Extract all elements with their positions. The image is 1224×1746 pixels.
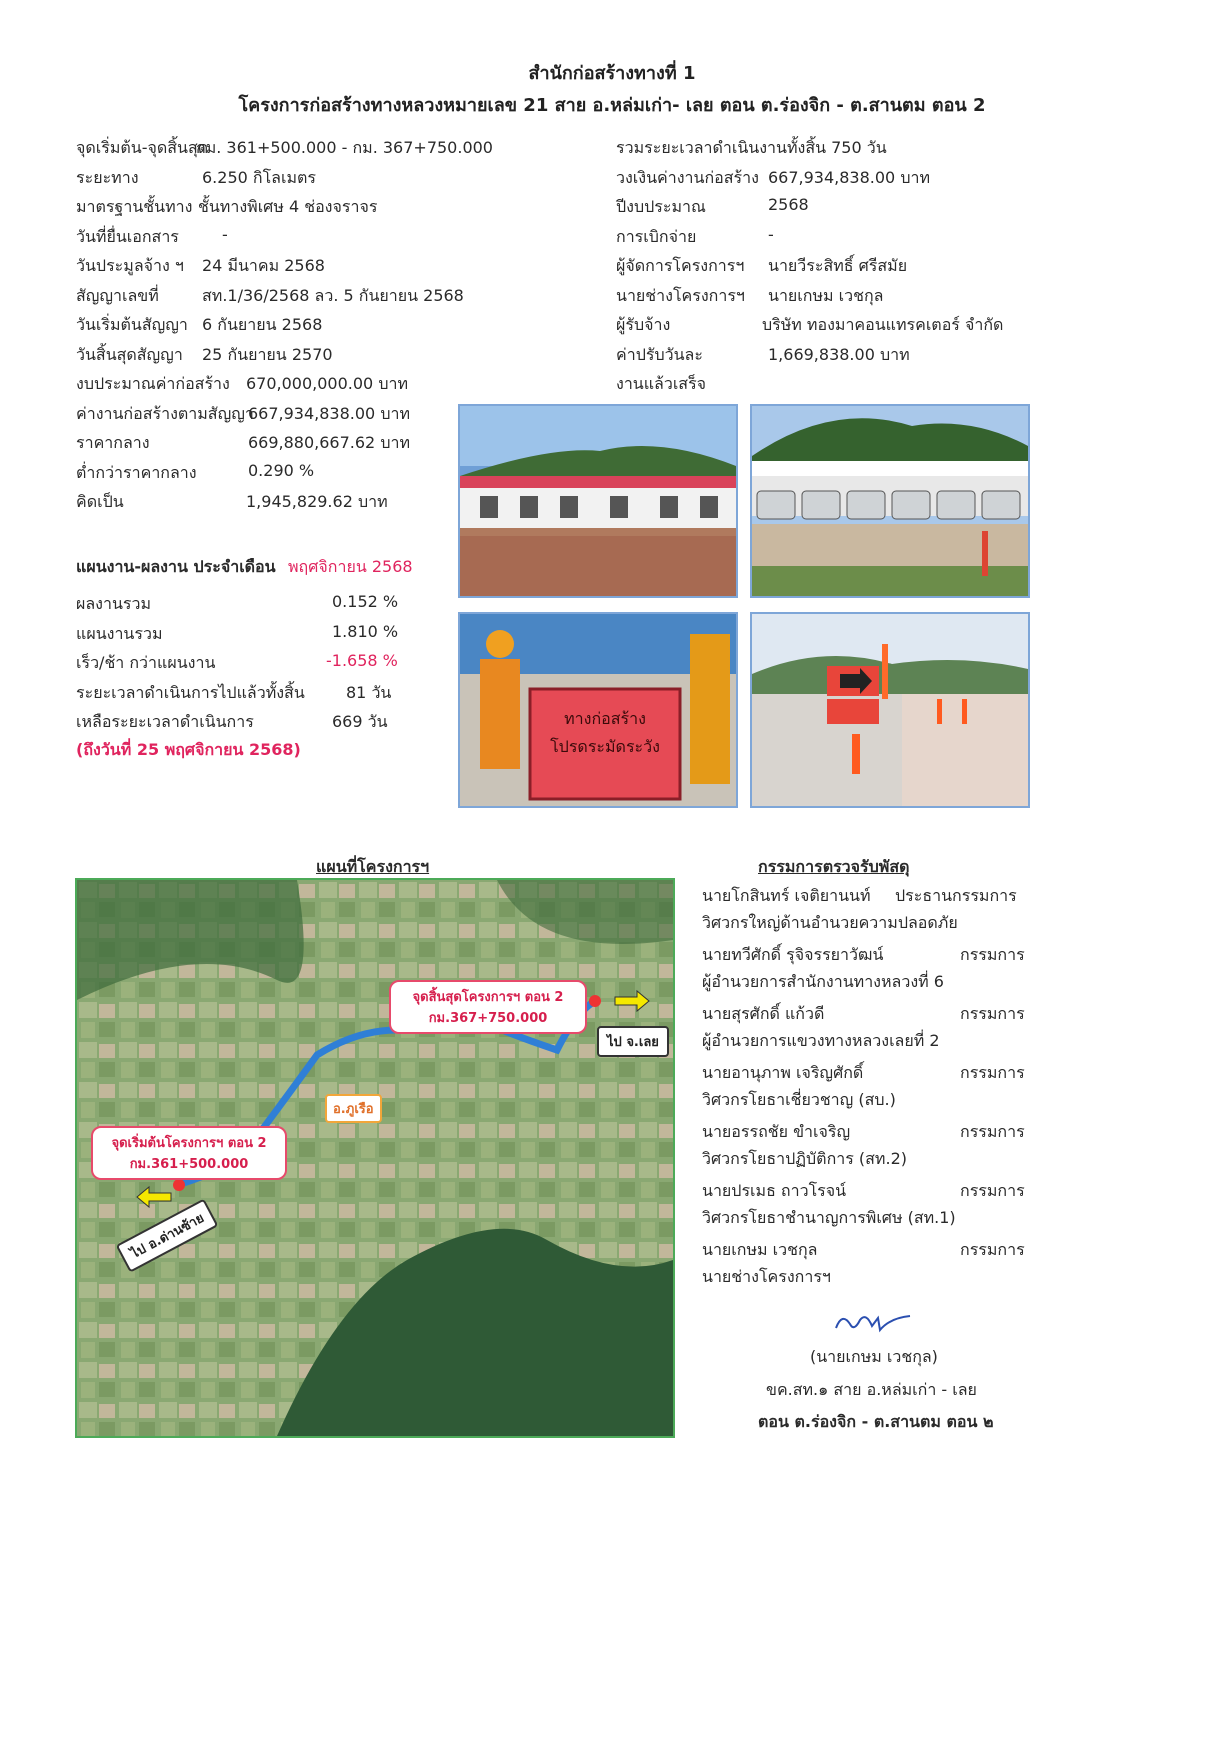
- committee-member-role: กรรมการ: [960, 1063, 1025, 1082]
- signature-line2: ตอน ต.ร่องจิก - ต.สานตม ตอน ๒: [758, 1412, 994, 1431]
- photo-site-office: [458, 404, 738, 598]
- town-label: อ.ภูเรือ: [325, 1094, 382, 1123]
- plan-as-of: (ถึงวันที่ 25 พฤศจิกายน 2568): [76, 740, 301, 759]
- info-label: จุดเริ่มต้น-จุดสิ้นสุด: [76, 138, 209, 157]
- plan-row-value: 0.152 %: [332, 592, 399, 611]
- info-value: -: [768, 224, 774, 244]
- info-value: 6 กันยายน 2568: [202, 315, 323, 334]
- info-label: ค่างานก่อสร้างตามสัญญา: [76, 403, 254, 423]
- committee-member-position: วิศวกรใหญ่ด้านอำนวยความปลอดภัย: [702, 913, 958, 932]
- to-loei-label: ไป จ.เลย: [597, 1026, 669, 1057]
- info-label: มาตรฐานชั้นทาง: [76, 197, 193, 216]
- signature-line1: ขค.สท.๑ สาย อ.หล่มเก่า - เลย: [766, 1380, 977, 1399]
- info-value: 667,934,838.00 บาท: [248, 403, 411, 423]
- project-title: โครงการก่อสร้างทางหลวงหมายเลข 21 สาย อ.หล่มเก่า- เลย ตอน ต.ร่องจิก - ต.สานตม ตอน 2: [238, 95, 986, 116]
- to-dansai-label: ไป อ.ด่านซ้าย: [116, 1198, 219, 1273]
- info-value: -: [222, 224, 228, 244]
- committee-member-position: วิศวกรโยธาเชี่ยวชาญ (สบ.): [702, 1090, 896, 1109]
- photo-vehicles: [750, 404, 1030, 598]
- plan-row-label: แผนงานรวม: [76, 623, 163, 643]
- info-value: กม. 361+500.000 - กม. 367+750.000: [196, 138, 493, 157]
- plan-row-value: 1.810 %: [332, 621, 399, 641]
- info-label: ระยะทาง: [76, 167, 139, 187]
- signature-mark: [828, 1308, 918, 1338]
- sign-line-1: ทางก่อสร้าง: [564, 709, 646, 728]
- committee-member-role: กรรมการ: [960, 1122, 1025, 1141]
- info-label: ค่าปรับวันละ: [616, 344, 703, 364]
- info-label: ผู้รับจ้าง: [616, 315, 671, 334]
- plan-row-label: ระยะเวลาดำเนินการไปแล้วทั้งสิ้น: [76, 682, 305, 702]
- info-value: 1,669,838.00 บาท: [768, 344, 910, 364]
- photo-workers-sign: [458, 612, 738, 808]
- committee-member-position: วิศวกรโยธาปฏิบัติการ (สท.2): [702, 1149, 907, 1168]
- committee-member-role: กรรมการ: [960, 1181, 1025, 1200]
- info-label: ต่ำกว่าราคากลาง: [76, 462, 197, 482]
- committee-member-position: นายช่างโครงการฯ: [702, 1267, 831, 1286]
- info-label: วันสิ้นสุดสัญญา: [76, 344, 183, 364]
- info-value: 24 มีนาคม 2568: [202, 256, 325, 275]
- info-label: วันที่ยื่นเอกสาร: [76, 226, 179, 246]
- committee-member-position: วิศวกรโยธาชำนาญการพิเศษ (สท.1): [702, 1208, 956, 1227]
- committee-member-name: นายทวีศักดิ์ รุจิจรรยาวัฒน์: [702, 945, 884, 964]
- plan-row-label: ผลงานรวม: [76, 594, 152, 613]
- info-value: 1,945,829.62 บาท: [246, 492, 388, 511]
- info-label: สัญญาเลขที่: [76, 285, 159, 305]
- plan-row-label: เร็ว/ช้า กว่าแผนงาน: [76, 653, 216, 672]
- committee-member-role: กรรมการ: [960, 1004, 1025, 1023]
- plan-row-label: เหลือระยะเวลาดำเนินการ: [76, 712, 254, 731]
- end-callout-line2: กม.367+750.000: [428, 1011, 548, 1026]
- info-value: 25 กันยายน 2570: [202, 344, 333, 364]
- info-label: ราคากลาง: [76, 433, 150, 452]
- committee-member-name: นายโกสินทร์ เจติยานนท์: [702, 886, 871, 905]
- info-value: สท.1/36/2568 ลว. 5 กันยายน 2568: [202, 285, 464, 305]
- sign-line-2: โปรดระมัดระวัง: [550, 737, 660, 756]
- committee-title: กรรมการตรวจรับพัสดุ: [758, 857, 910, 876]
- info-label: งบประมาณค่าก่อสร้าง: [76, 374, 230, 393]
- committee-member-name: นายเกษม เวชกุล: [702, 1240, 818, 1259]
- office-title: สำนักก่อสร้างทางที่ 1: [528, 63, 696, 84]
- committee-member-name: นายอรรถชัย ขำเจริญ: [702, 1122, 851, 1141]
- start-callout-line1: จุดเริ่มต้นโครงการฯ ตอน 2: [111, 1136, 267, 1151]
- committee-member-name: นายปรเมธ ถาวโรจน์: [702, 1181, 847, 1200]
- plan-row-value: 81 วัน: [346, 682, 392, 702]
- info-value: 2568: [768, 195, 809, 214]
- committee-member-position: ผู้อำนวยการสำนักงานทางหลวงที่ 6: [702, 972, 944, 991]
- committee-member-name: นายสุรศักดิ์ แก้วดี: [702, 1004, 825, 1023]
- project-map: [75, 878, 675, 1438]
- info-label: วันประมูลจ้าง ฯ: [76, 256, 184, 275]
- photo-road-barrier: [750, 612, 1030, 808]
- plan-row-value: -1.658 %: [326, 651, 398, 670]
- info-value: 670,000,000.00 บาท: [246, 374, 409, 393]
- info-label: วงเงินค่างานก่อสร้าง: [616, 167, 759, 187]
- info-value: นายเกษม เวชกุล: [768, 285, 884, 305]
- info-value: 0.290 %: [248, 460, 315, 480]
- info-label: การเบิกจ่าย: [616, 226, 697, 246]
- info-label: ผู้จัดการโครงการฯ: [616, 256, 745, 275]
- map-title: แผนที่โครงการฯ: [316, 857, 430, 876]
- info-value: 669,880,667.62 บาท: [248, 433, 411, 452]
- info-label: นายช่างโครงการฯ: [616, 285, 745, 305]
- map-start-callout: [91, 1126, 287, 1180]
- info-label: ปีงบประมาณ: [616, 197, 706, 216]
- info-value: 667,934,838.00 บาท: [768, 167, 931, 187]
- info-label: รวมระยะเวลาดำเนินงานทั้งสิ้น 750 วัน: [616, 138, 887, 157]
- plan-month: พฤศจิกายน 2568: [288, 557, 413, 576]
- committee-member-name: นายอานุภาพ เจริญศักดิ์: [702, 1063, 864, 1082]
- committee-member-position: ผู้อำนวยการแขวงทางหลวงเลยที่ 2: [702, 1031, 940, 1050]
- start-callout-line2: กม.361+500.000: [129, 1157, 249, 1172]
- committee-member-role: กรรมการ: [960, 1240, 1025, 1259]
- signature-name: (นายเกษม เวชกุล): [810, 1347, 938, 1366]
- info-value: นายวีระสิทธิ์ ศรีสมัย: [768, 256, 908, 275]
- info-value: บริษัท ทองมาคอนแทรคเตอร์ จำกัด: [762, 315, 1004, 334]
- info-label: วันเริ่มต้นสัญญา: [76, 315, 188, 334]
- info-label: งานแล้วเสร็จ: [616, 374, 707, 393]
- committee-member-role: ประธานกรรมการ: [895, 886, 1017, 905]
- plan-row-value: 669 วัน: [332, 712, 388, 731]
- info-value: ชั้นทางพิเศษ 4 ช่องจราจร: [198, 197, 378, 216]
- map-end-callout: [389, 980, 587, 1034]
- plan-title: แผนงาน-ผลงาน ประจำเดือน: [76, 557, 276, 576]
- info-value: 6.250 กิโลเมตร: [202, 167, 316, 187]
- end-callout-line1: จุดสิ้นสุดโครงการฯ ตอน 2: [412, 990, 564, 1005]
- committee-member-role: กรรมการ: [960, 945, 1025, 964]
- info-label: คิดเป็น: [76, 492, 124, 511]
